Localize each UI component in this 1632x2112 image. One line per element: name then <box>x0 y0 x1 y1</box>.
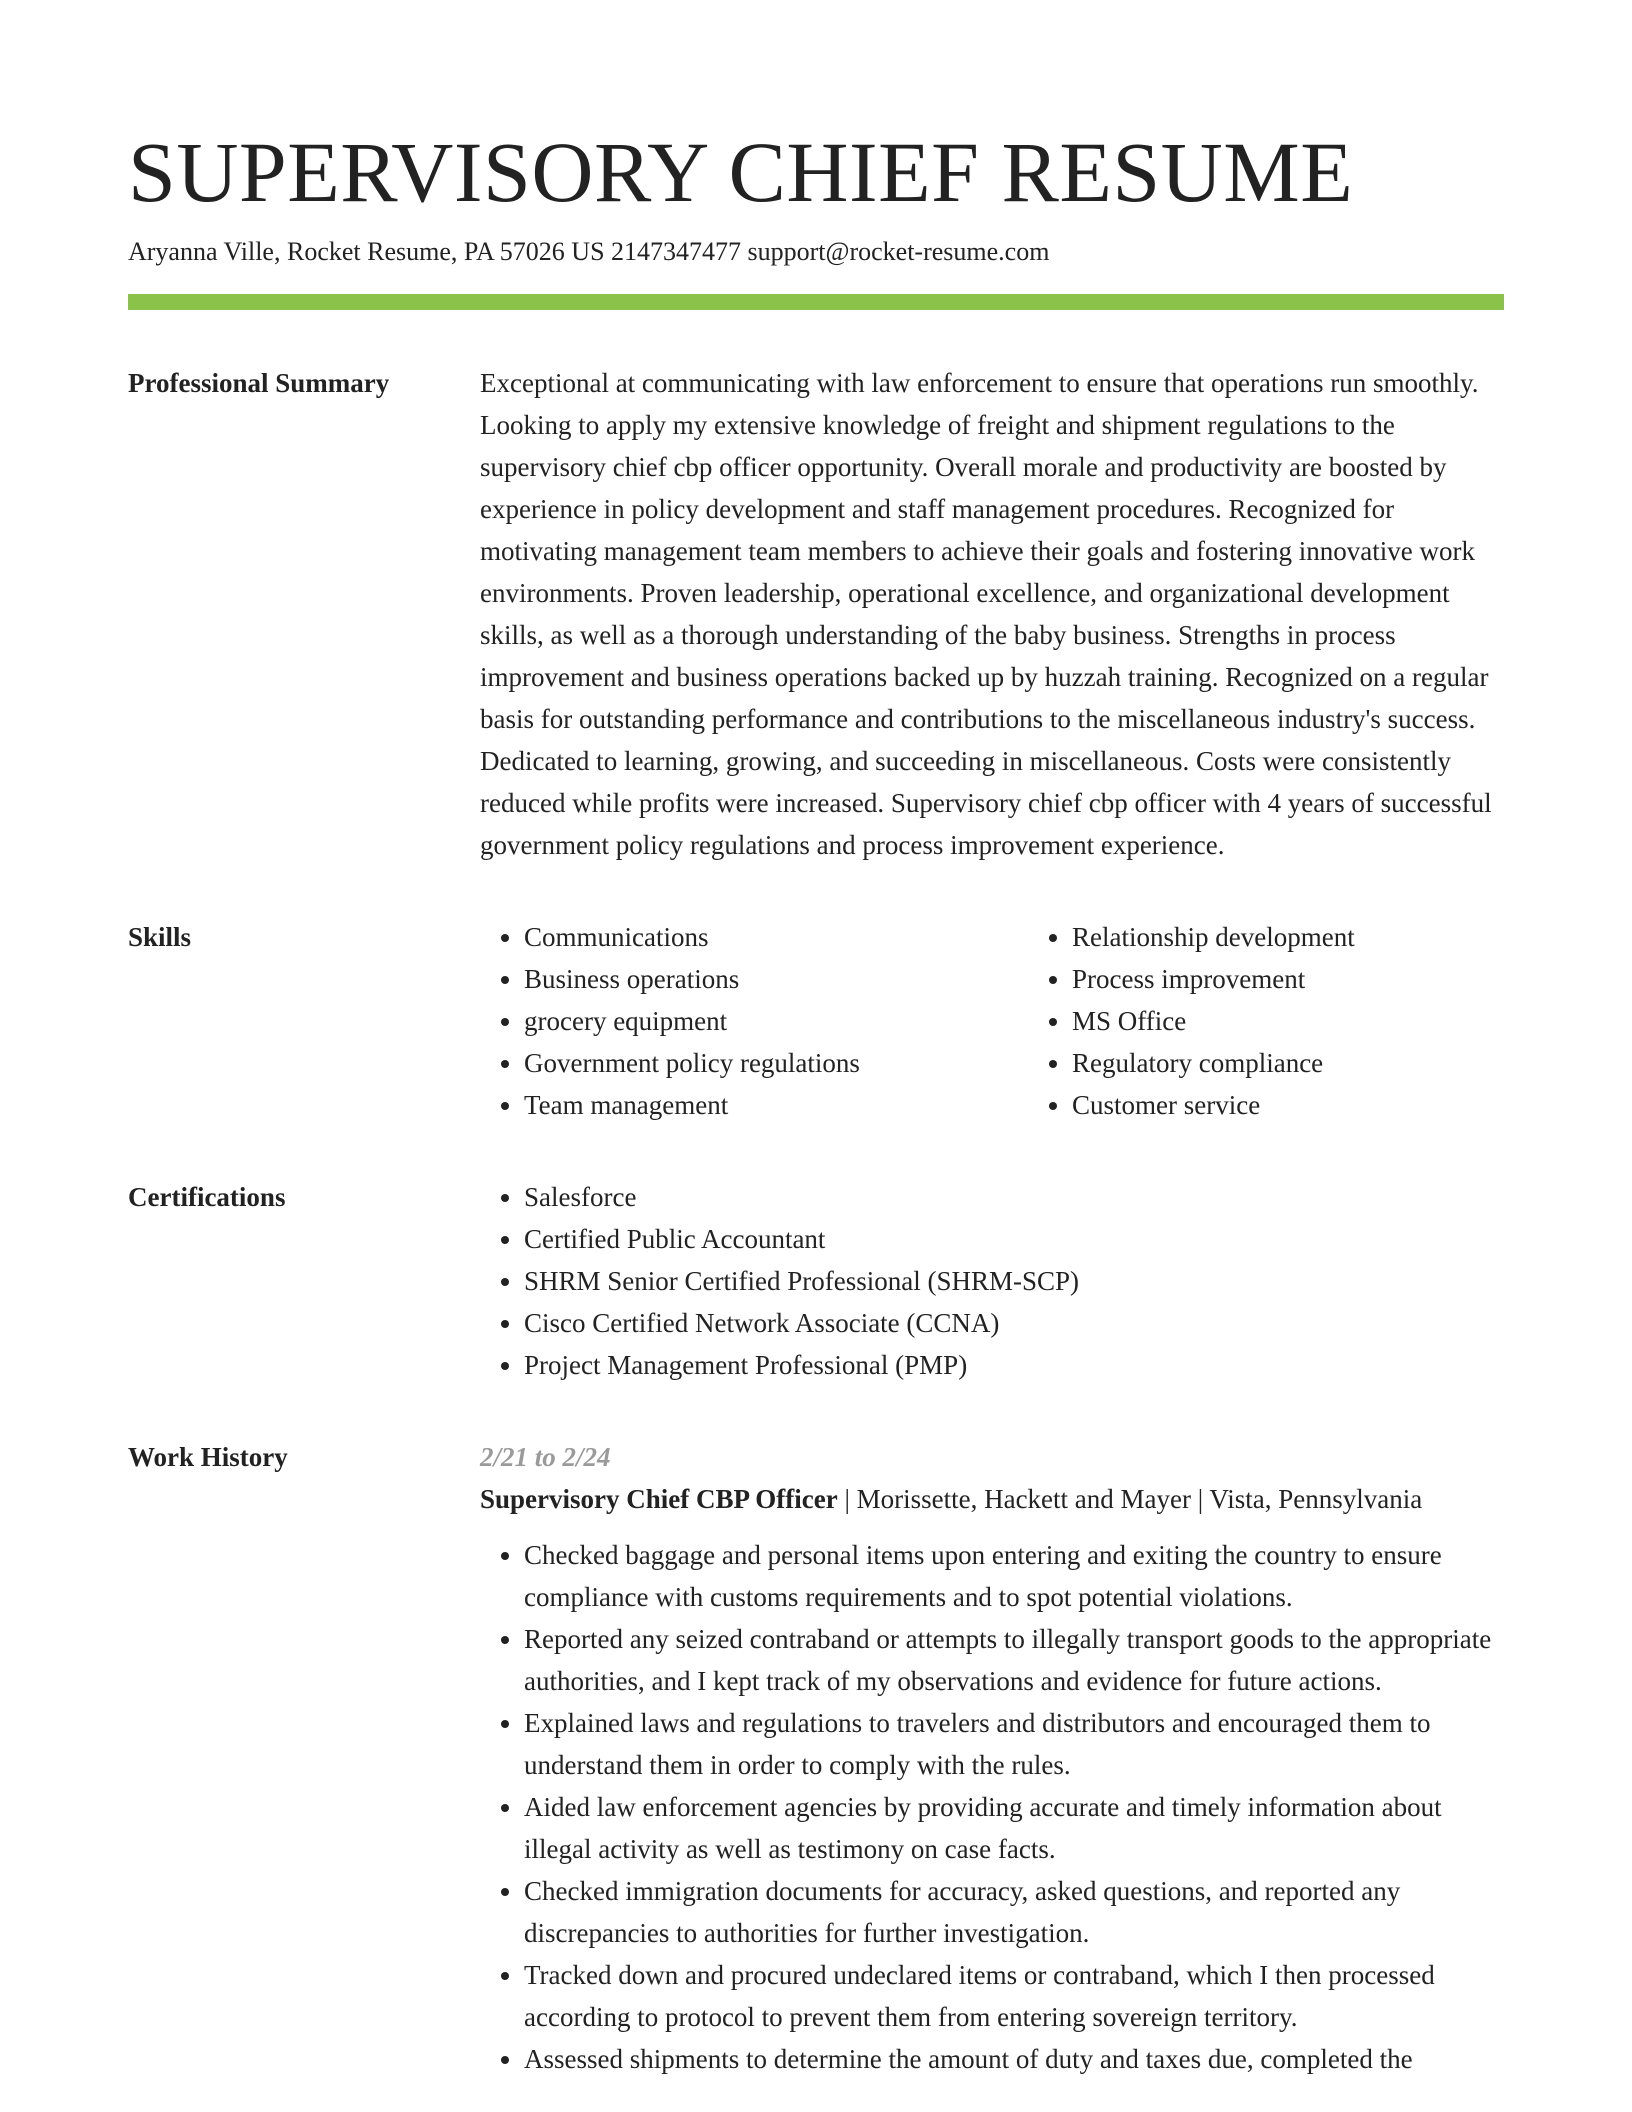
skill-item: • Regulatory compliance <box>1072 1042 1576 1084</box>
skill-item: • grocery equipment <box>524 1000 1028 1042</box>
certifications-body <box>480 1176 1504 1386</box>
certification-item: • Project Management Professional (PMP) <box>524 1344 1504 1386</box>
job-duty-item: • Checked baggage and personal items upon entering and exiting the country to ensure compliance with customs requirements and to spot potential violations. <box>524 1534 1504 1618</box>
work-history-section <box>128 1436 1504 2080</box>
skills-section <box>128 916 1504 1126</box>
skills-body <box>480 916 1504 1126</box>
skill-item: • MS Office <box>1072 1000 1576 1042</box>
skills-list-right <box>1028 916 1576 1126</box>
header-divider <box>128 294 1504 310</box>
skill-item: • Process improvement <box>1072 958 1576 1000</box>
skill-item: • Customer service <box>1072 1084 1576 1126</box>
skill-item: • Relationship development <box>1072 916 1576 958</box>
job-title: Supervisory Chief CBP Officer <box>480 1484 838 1514</box>
skills-list-left <box>480 916 1028 1126</box>
job-dates: 2/21 to 2/24 <box>480 1442 611 1472</box>
skill-item: • Communications <box>524 916 1028 958</box>
summary-body <box>480 362 1504 866</box>
work-history-heading: Work History <box>128 1442 288 1472</box>
job-duty-item: • Checked immigration documents for accuracy, asked questions, and reported any discrepancies to authorities for further investigation. <box>524 1870 1504 1954</box>
job-duties-list <box>480 1534 1504 2080</box>
certification-item: • Salesforce <box>524 1176 1504 1218</box>
skill-item: • Government policy regulations <box>524 1042 1028 1084</box>
summary-heading: Professional Summary <box>128 368 390 398</box>
job-duty-item: • Tracked down and procured undeclared items or contraband, which I then processed according to protocol to prevent them from entering sovereign territory. <box>524 1954 1504 2038</box>
resume-page <box>128 0 1504 2080</box>
skills-heading: Skills <box>128 922 192 952</box>
contact-line: Aryanna Ville, Rocket Resume, PA 57026 US 2147347477 support@rocket-resume.com <box>128 237 1050 266</box>
certifications-section <box>128 1176 1504 1386</box>
work-history-body <box>480 1436 1504 2080</box>
job-duty-item: • Aided law enforcement agencies by providing accurate and timely information about illegal activity as well as testimony on case facts. <box>524 1786 1504 1870</box>
resume-title: SUPERVISORY CHIEF RESUME <box>128 124 1354 220</box>
job-duty-item: • Reported any seized contraband or attempts to illegally transport goods to the appropriate authorities, and I kept track of my observations and evidence for future actions. <box>524 1618 1504 1702</box>
summary-text: Exceptional at communicating with law enforcement to ensure that operations run smoothly. Looking to apply my extensive knowledge of freight and shipment regulations to the supervisory chief cbp officer opportunity. Overall morale and productivity are boosted by experience in policy development and staff management procedures. Recognized for motivating management team members to achieve their goals and fostering innovative work environments. Proven leadership, operational excellence, and organizational development skills, as well as a thorough understanding of the baby business. Strengths in process improvement and business operations backed up by huzzah training. Recognized on a regular basis for outstanding performance and contributions to the miscellaneous industry's success. Dedicated to learning, growing, and succeeding in miscellaneous. Costs were consistently reduced while profits were increased. Supervisory chief cbp officer with 4 years of successful government policy regulations and process improvement experience. <box>480 368 1492 860</box>
job-details: | Morissette, Hackett and Mayer | Vista, Pennsylvania <box>837 1484 1423 1514</box>
certification-item: • Cisco Certified Network Associate (CCNA) <box>524 1302 1504 1344</box>
summary-section <box>128 362 1504 866</box>
certifications-list <box>480 1176 1504 1386</box>
job-duty-item: • Assessed shipments to determine the amount of duty and taxes due, completed the <box>524 2038 1504 2080</box>
job-duty-item: • Explained laws and regulations to travelers and distributors and encouraged them to understand them in order to comply with the rules. <box>524 1702 1504 1786</box>
certification-item: • SHRM Senior Certified Professional (SHRM-SCP) <box>524 1260 1504 1302</box>
certification-item: • Certified Public Accountant <box>524 1218 1504 1260</box>
skill-item: • Team management <box>524 1084 1028 1126</box>
certifications-heading: Certifications <box>128 1182 286 1212</box>
job-heading <box>480 1478 1504 1520</box>
skill-item: • Business operations <box>524 958 1028 1000</box>
